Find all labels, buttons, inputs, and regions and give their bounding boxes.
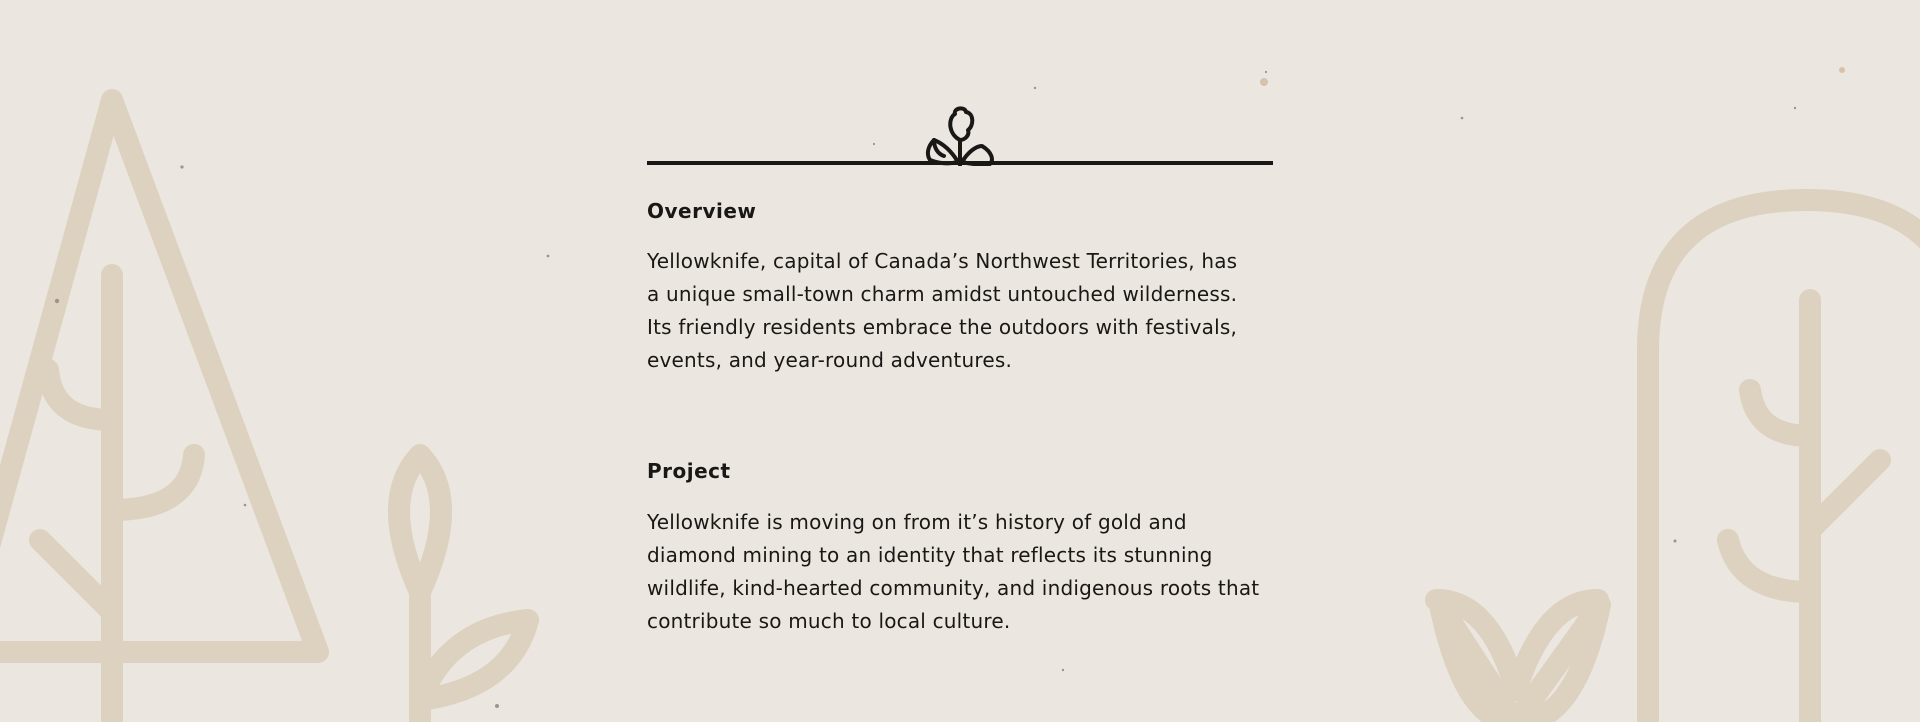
overview-line: Its friendly residents embrace the outdoors with festivals, <box>647 315 1238 339</box>
content-column <box>647 100 1273 638</box>
leaf-pair-icon <box>1436 600 1600 722</box>
round-tree-icon <box>1648 200 1920 722</box>
project-paragraph <box>647 506 1273 638</box>
project-line: contribute so much to local culture. <box>647 609 1011 633</box>
overview-line: a unique small-town charm amidst untouched wilderness. <box>647 282 1238 306</box>
overview-paragraph <box>647 245 1273 377</box>
leaf-sprig-icon <box>399 455 528 722</box>
overview-line: Yellowknife, capital of Canada’s Northwest Territories, has <box>647 249 1238 273</box>
divider-line <box>647 161 1273 165</box>
sprout-icon <box>922 104 998 166</box>
section-divider <box>647 100 1273 166</box>
project-line: Yellowknife is moving on from it’s history of gold and <box>647 510 1187 534</box>
pine-tree-icon <box>0 100 318 722</box>
project-line: diamond mining to an identity that reflects its stunning <box>647 543 1213 567</box>
project-heading: Project <box>647 459 731 483</box>
project-line: wildlife, kind-hearted community, and indigenous roots that <box>647 576 1260 600</box>
overview-heading: Overview <box>647 199 757 223</box>
overview-line: events, and year-round adventures. <box>647 348 1013 372</box>
